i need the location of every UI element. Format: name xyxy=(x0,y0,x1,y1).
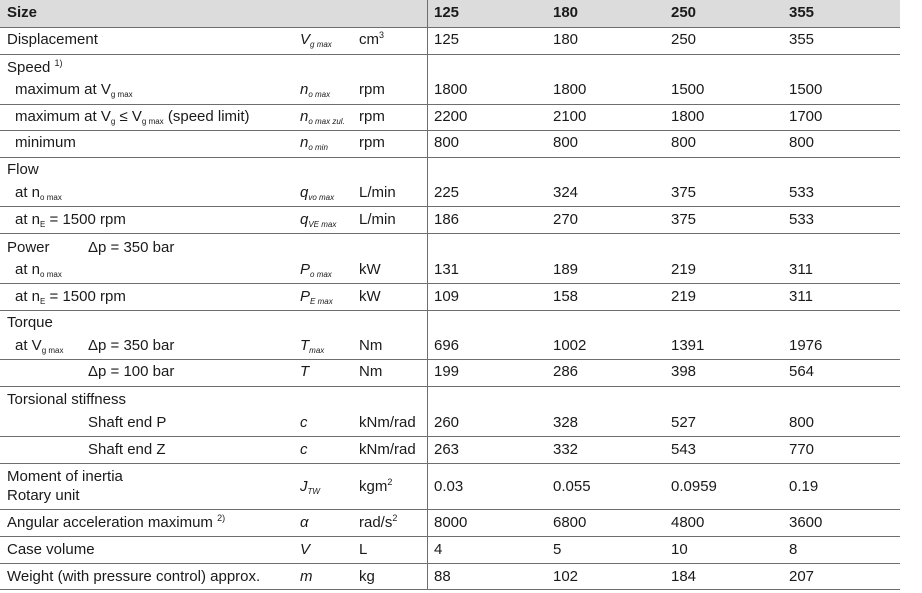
weight-value: 102 xyxy=(553,568,579,585)
power-nomax-value: 189 xyxy=(553,261,579,278)
shaft-p-symbol: c xyxy=(300,414,308,431)
angular-value: 3600 xyxy=(789,514,823,531)
power-ne-label: at $n_E = 1500$ rpm xyxy=(15,288,126,306)
speed-min-symbol: $n_{o min}$ xyxy=(300,134,328,152)
angular-unit: rad/$s^2$ xyxy=(359,513,398,531)
shaft-z-value: 263 xyxy=(434,441,460,458)
power-nomax-value: 131 xyxy=(434,261,460,278)
weight-value: 207 xyxy=(789,568,815,585)
torque-max-value: 1391 xyxy=(671,337,705,354)
displacement-unit: $cm^3$ xyxy=(359,30,385,48)
flow-nomax-value: 533 xyxy=(789,184,815,201)
flow-nomax-value: 225 xyxy=(434,184,460,201)
displacement-value: 355 xyxy=(789,31,815,48)
power-dp: Δp = 350 bar xyxy=(88,239,175,256)
inertia-unit: kgm$^2$ xyxy=(359,477,393,495)
torque-value: 199 xyxy=(434,363,460,380)
displacement-symbol: $V_{g max}$ xyxy=(300,31,332,49)
flow-nomax-label: at $n_{o max}$ xyxy=(15,184,62,202)
speed-max-value: 1500 xyxy=(671,81,705,98)
inertia-value: 0.03 xyxy=(434,478,464,495)
speed-max-unit: rpm xyxy=(359,81,385,98)
power-ne-value: 158 xyxy=(553,288,579,305)
flow-ne-unit: L/min xyxy=(359,211,396,228)
flow-nomax-value: 375 xyxy=(671,184,697,201)
weight-value: 184 xyxy=(671,568,697,585)
angular-value: 6800 xyxy=(553,514,587,531)
torque-max-value: 696 xyxy=(434,337,460,354)
case-volume-value: 5 xyxy=(553,541,562,558)
shaft-p-value: 260 xyxy=(434,414,460,431)
angular-value: 4800 xyxy=(671,514,705,531)
power-ne-value: 311 xyxy=(789,288,813,305)
speed-max-value: 1500 xyxy=(789,81,823,98)
inertia-value: 0.19 xyxy=(789,478,819,495)
shaft-z-value: 543 xyxy=(671,441,697,458)
torque-symbol: T xyxy=(300,363,310,380)
angular-symbol: α xyxy=(300,514,309,531)
weight-label: Weight (with pressure control) approx. xyxy=(7,568,261,585)
case-volume-value: 8 xyxy=(789,541,798,558)
shaft-z-value: 770 xyxy=(789,441,815,458)
inertia-value: 0.055 xyxy=(553,478,591,495)
case-volume-value: 4 xyxy=(434,541,443,558)
weight-value: 88 xyxy=(434,568,451,585)
inertia-value: 0.0959 xyxy=(671,478,717,495)
speed-limit-value: 1700 xyxy=(789,108,823,125)
shaft-p-value: 800 xyxy=(789,414,815,431)
speed-min-value: 800 xyxy=(671,134,697,151)
power-ne-symbol: $P_{E max}$ xyxy=(300,288,333,306)
shaft-z-symbol: c xyxy=(300,441,308,458)
flow-ne-value: 533 xyxy=(789,211,815,228)
torque-unit: Nm xyxy=(359,363,383,380)
torque-dp-350: Δp = 350 bar xyxy=(88,337,175,354)
power-nomax-value: 311 xyxy=(789,261,813,278)
size-label: Size xyxy=(7,4,38,21)
flow-ne-value: 375 xyxy=(671,211,697,228)
stiffness-heading: Torsional stiffness xyxy=(7,391,126,408)
angular-label: Angular acceleration maximum $^{2)}$ xyxy=(7,513,226,531)
flow-nomax-symbol: $q_{vo max}$ xyxy=(300,184,335,202)
torque-max-symbol: $T_{max}$ xyxy=(300,337,325,355)
displacement-value: 180 xyxy=(553,31,579,48)
flow-ne-symbol: $q_{VE max}$ xyxy=(300,211,337,229)
torque-max-value: 1976 xyxy=(789,337,823,354)
displacement-value: 125 xyxy=(434,31,460,48)
inertia-symbol: $J_{TW}$ xyxy=(300,478,320,496)
shaft-z-unit: kNm/rad xyxy=(359,441,416,458)
displacement-value: 250 xyxy=(671,31,697,48)
case-volume-unit: L xyxy=(359,541,368,558)
size-250: 250 xyxy=(671,4,697,21)
speed-limit-unit: rpm xyxy=(359,108,385,125)
shaft-p-label: Shaft end P xyxy=(88,414,167,431)
torque-value: 398 xyxy=(671,363,697,380)
displacement-label: Displacement xyxy=(7,31,98,48)
power-ne-value: 109 xyxy=(434,288,460,305)
speed-limit-symbol: $n_{o max zul.}$ xyxy=(300,108,345,126)
speed-min-value: 800 xyxy=(434,134,460,151)
inertia-label: Moment of inertia xyxy=(7,468,123,485)
torque-max-unit: Nm xyxy=(359,337,383,354)
speed-max-label: maximum at $V_{g max}$ xyxy=(15,81,133,99)
size-125: 125 xyxy=(434,4,460,21)
torque-value: 564 xyxy=(789,363,815,380)
power-nomax-symbol: $P_{o max}$ xyxy=(300,261,332,279)
flow-heading: Flow xyxy=(7,161,39,178)
angular-value: 8000 xyxy=(434,514,468,531)
case-volume-symbol: V xyxy=(300,541,311,558)
shaft-p-unit: kNm/rad xyxy=(359,414,416,431)
speed-min-value: 800 xyxy=(553,134,579,151)
torque-vgmax-label: at $V_{g max}$ xyxy=(15,337,64,355)
speed-max-value: 1800 xyxy=(553,81,587,98)
weight-symbol: m xyxy=(300,568,313,585)
size-355: 355 xyxy=(789,4,815,21)
power-ne-value: 219 xyxy=(671,288,697,305)
torque-value: 286 xyxy=(553,363,579,380)
weight-unit: kg xyxy=(359,568,375,585)
power-nomax-value: 219 xyxy=(671,261,697,278)
torque-heading: Torque xyxy=(7,314,53,331)
speed-limit-value: 1800 xyxy=(671,108,705,125)
column-divider xyxy=(427,0,428,589)
case-volume-label: Case volume xyxy=(7,541,95,558)
flow-nomax-value: 324 xyxy=(553,184,579,201)
speed-heading: Speed $^{1)}$ xyxy=(7,58,63,76)
size-180: 180 xyxy=(553,4,579,21)
shaft-z-label: Shaft end Z xyxy=(88,441,166,458)
inertia-sublabel: Rotary unit xyxy=(7,487,80,504)
flow-ne-value: 270 xyxy=(553,211,579,228)
shaft-p-value: 328 xyxy=(553,414,579,431)
speed-max-symbol: $n_{o max}$ xyxy=(300,81,331,99)
flow-ne-value: 186 xyxy=(434,211,460,228)
speed-limit-label: maximum at $V_g \le V_{g max}$ (speed limit) xyxy=(15,108,250,126)
torque-dp-100: Δp = 100 bar xyxy=(88,363,175,380)
flow-ne-label: at $n_E = 1500$ rpm xyxy=(15,211,126,229)
flow-nomax-unit: L/min xyxy=(359,184,396,201)
speed-min-unit: rpm xyxy=(359,134,385,151)
case-volume-value: 10 xyxy=(671,541,688,558)
torque-max-value: 1002 xyxy=(553,337,587,354)
power-ne-unit: kW xyxy=(359,288,381,305)
power-nomax-unit: kW xyxy=(359,261,381,278)
speed-limit-value: 2100 xyxy=(553,108,587,125)
speed-min-value: 800 xyxy=(789,134,815,151)
power-nomax-label: at $n_{o max}$ xyxy=(15,261,62,279)
shaft-p-value: 527 xyxy=(671,414,697,431)
speed-max-value: 1800 xyxy=(434,81,468,98)
speed-limit-value: 2200 xyxy=(434,108,468,125)
shaft-z-value: 332 xyxy=(553,441,579,458)
power-heading: Power xyxy=(7,239,50,256)
speed-min-label: minimum xyxy=(15,134,76,151)
